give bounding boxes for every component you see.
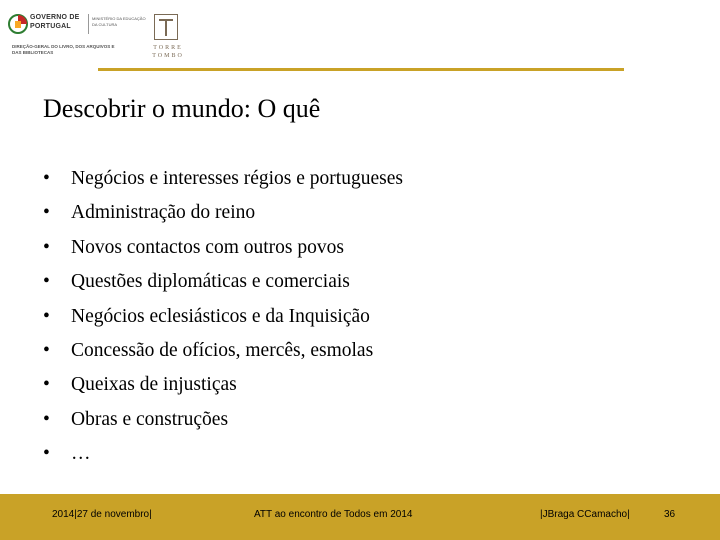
gov-logo-line2: PORTUGAL bbox=[30, 23, 71, 30]
bullet-text: Administração do reino bbox=[71, 202, 256, 224]
title-divider bbox=[98, 68, 624, 71]
torre-tombo-text bbox=[146, 44, 190, 60]
dglab-line1: DIREÇÃO-GERAL DO LIVRO, DOS ARQUIVOS E bbox=[12, 44, 115, 49]
bullet-text: … bbox=[71, 443, 91, 465]
bullet-marker: • bbox=[43, 374, 50, 396]
footer-event: ATT ao encontro de Todos em 2014 bbox=[254, 509, 413, 520]
bullet-text: Concessão de ofícios, mercês, esmolas bbox=[71, 339, 374, 361]
ministry-label bbox=[92, 16, 146, 28]
bullet-text: Negócios e interesses régios e portugueses bbox=[71, 168, 403, 189]
torre-tombo-mark-icon bbox=[154, 14, 178, 40]
bullet-marker: • bbox=[43, 202, 50, 224]
bullet-text: Novos contactos com outros povos bbox=[71, 236, 344, 258]
logo-divider bbox=[88, 14, 89, 34]
tt-line2: TOMBO bbox=[152, 53, 184, 59]
bullet-text: Questões diplomáticas e comerciais bbox=[71, 271, 350, 293]
tt-line1: TORRE bbox=[153, 45, 183, 51]
slide-title: Descobrir o mundo: O quê bbox=[43, 94, 321, 123]
ministry-line1: MINISTÉRIO DA EDUCAÇÃO bbox=[92, 16, 146, 21]
bullet-text: Negócios eclesiásticos e da Inquisição bbox=[71, 305, 370, 327]
bullet-marker: • bbox=[43, 305, 50, 327]
governo-portugal-logo bbox=[8, 12, 146, 66]
bullet-text: Queixas de injustiças bbox=[71, 374, 237, 396]
bullet-marker: • bbox=[43, 236, 50, 258]
bullet-marker: • bbox=[43, 339, 50, 361]
bullet-marker: • bbox=[43, 271, 50, 293]
portugal-emblem-icon bbox=[8, 12, 28, 36]
footer-bar bbox=[0, 494, 720, 540]
dglab-label bbox=[12, 44, 115, 56]
footer-author: |JBraga CCamacho| bbox=[540, 509, 630, 520]
page-number: 36 bbox=[664, 509, 676, 520]
bullet-marker: • bbox=[43, 408, 50, 430]
ministry-line2: DA CULTURA bbox=[92, 22, 118, 27]
bullet-text: Obras e construções bbox=[71, 408, 229, 430]
gov-logo-line1: GOVERNO DE bbox=[30, 14, 80, 21]
header-logos bbox=[8, 8, 198, 64]
torre-tombo-logo bbox=[146, 10, 194, 64]
footer-date: 2014|27 de novembro| bbox=[52, 509, 152, 520]
dglab-line2: DAS BIBLIOTECAS bbox=[12, 50, 54, 55]
bullet-marker: • bbox=[43, 443, 50, 465]
bullet-marker: • bbox=[43, 168, 50, 189]
